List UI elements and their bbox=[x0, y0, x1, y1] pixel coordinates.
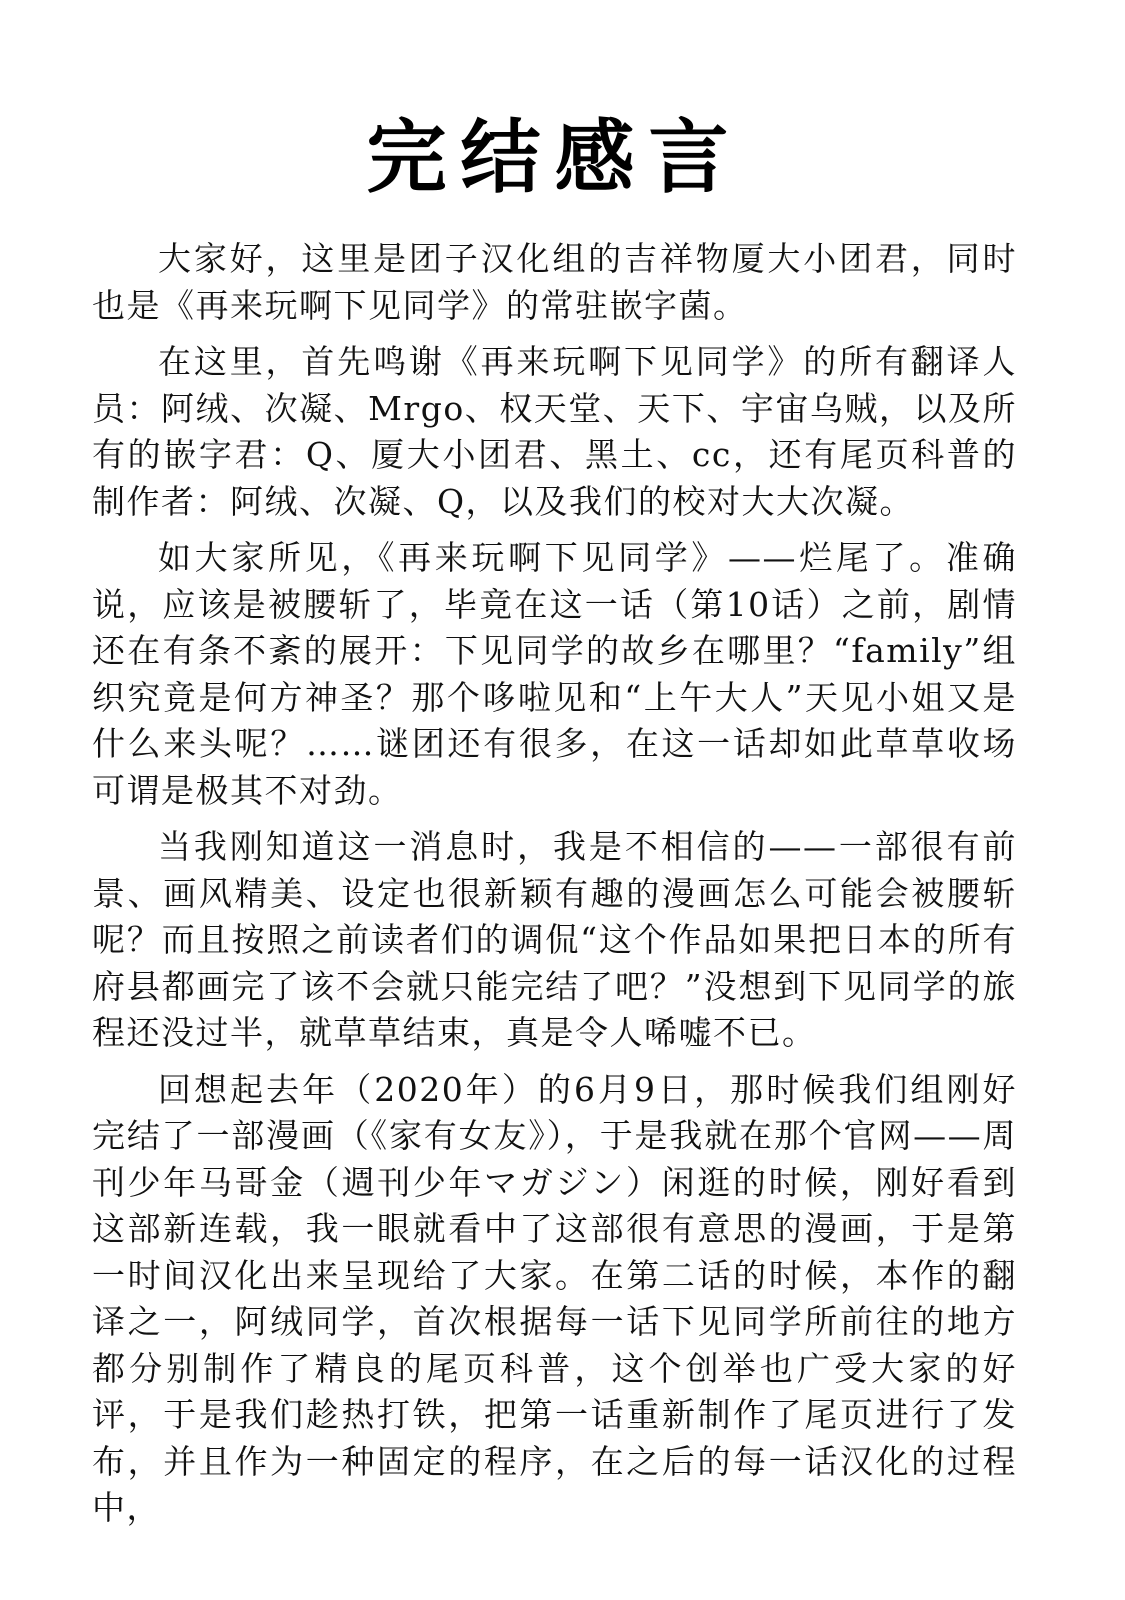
paragraph-acknowledgements: 在这里，首先鸣谢《再来玩啊下见同学》的所有翻译人员：阿绒、次凝、Mrgo、权天堂、天下、宇宙乌贼，以及所有的嵌字君：Q、厦大小团君、黑土、cc，还有尾页科普的制作者：阿绒、次凝、Q，以及我们的校对大大次凝。 bbox=[92, 342, 1017, 521]
page-title: 完结感言 bbox=[366, 111, 743, 204]
paragraph-cancellation: 如大家所见，《再来玩啊下见同学》——烂尾了。准确说，应该是被腰斩了，毕竟在这一话（第10话）之前，剧情还在有条不紊的展开：下见同学的故乡在哪里？“family”组织究竟是何方神圣？那个哆啦见和“上午大人”天见小姐又是什么来头呢？……谜团还有很多，在这一话却如此草草收场可谓是极其不对劲。 bbox=[92, 538, 1017, 810]
paragraph-greeting: 大家好，这里是团子汉化组的吉祥物厦大小团君，同时也是《再来玩啊下见同学》的常驻嵌字菌。 bbox=[92, 239, 1017, 325]
article-body bbox=[92, 236, 1017, 1532]
paragraph-history: 回想起去年（2020年）的6月9日，那时候我们组刚好完结了一部漫画（《家有女友》），于是我就在那个官网——周刊少年马哥金（週刊少年マガジン）闲逛的时候，刚好看到这部新连载，我一眼就看中了这部很有意思的漫画，于是第一时间汉化出来呈现给了大家。在第二话的时候，本作的翻译之一，阿绒同学，首次根据每一话下见同学所前往的地方都分别制作了精良的尾页科普，这个创举也广受大家的好评，于是我们趁热打铁，把第一话重新制作了尾页进行了发布，并且作为一种固定的程序，在之后的每一话汉化的过程中， bbox=[92, 1069, 1017, 1527]
paragraph-reaction: 当我刚知道这一消息时，我是不相信的——一部很有前景、画风精美、设定也很新颖有趣的漫画怎么可能会被腰斩呢？而且按照之前读者们的调侃“这个作品如果把日本的所有府县都画完了该不会就只能完结了吧？”没想到下见同学的旅程还没过半，就草草结束，真是令人唏嘘不已。 bbox=[92, 827, 1017, 1052]
